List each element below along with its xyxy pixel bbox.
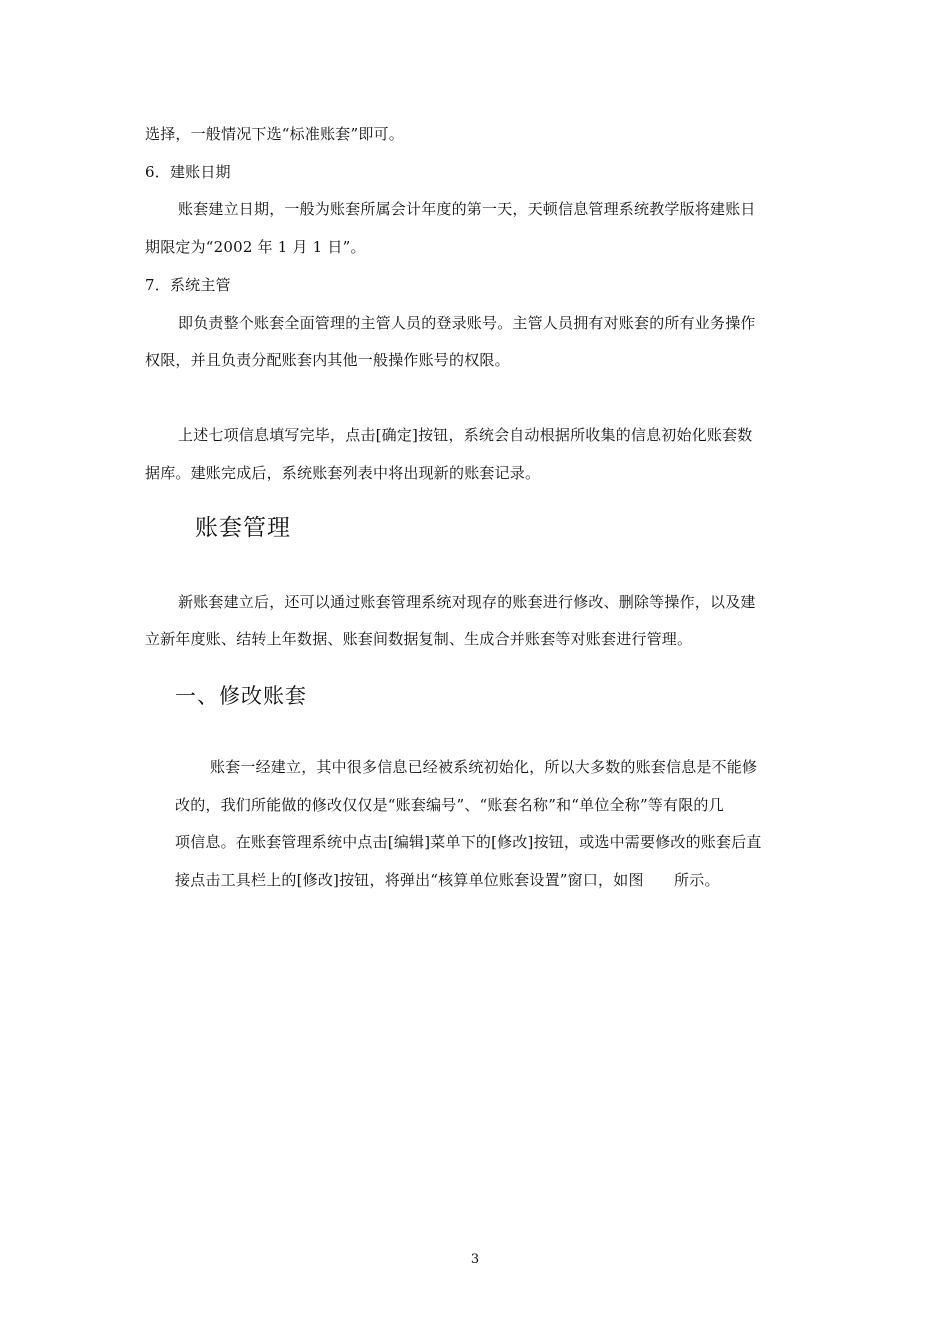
paragraph-line: 项信息。在账套管理系统中点击[编辑]菜单下的[修改]按钮，或选中需要修改的账套后直 — [175, 833, 762, 851]
paragraph-line: 据库。建账完成后，系统账套列表中将出现新的账套记录。 — [145, 464, 541, 482]
paragraph-line: 账套一经建立，其中很多信息已经被系统初始化，所以大多数的账套信息是不能修 — [210, 758, 758, 776]
paragraph-line: 上述七项信息填写完毕，点击[确定]按钮，系统会自动根据所收集的信息初始化账套数 — [178, 426, 753, 444]
paragraph-line: 权限，并且负责分配账套内其他一般操作账号的权限。 — [145, 351, 510, 369]
paragraph-line: 立新年度账、结转上年数据、账套间数据复制、生成合并账套等对账套进行管理。 — [145, 630, 693, 648]
paragraph-line: 即负责整个账套全面管理的主管人员的登录账号。主管人员拥有对账套的所有业务操作 — [178, 314, 756, 332]
item-heading: 6．建账日期 — [145, 163, 231, 181]
paragraph-line: 选择，一般情况下选“标准账套”即可。 — [145, 125, 404, 143]
page-number: 3 — [470, 1252, 480, 1267]
section-title: 账套管理 — [195, 515, 291, 541]
paragraph-line: 接点击工具栏上的[修改]按钮，将弹出“核算单位账套设置”窗口，如图 所示。 — [175, 871, 720, 889]
paragraph-line: 改的，我们所能做的修改仅仅是“账套编号”、“账套名称”和“单位全称”等有限的几 — [175, 796, 724, 814]
paragraph-line: 账套建立日期，一般为账套所属会计年度的第一天，天顿信息管理系统教学版将建账日 — [178, 200, 756, 218]
subsection-title: 一、修改账套 — [175, 684, 307, 708]
paragraph-line: 期限定为“2002 年 1 月 1 日”。 — [145, 238, 366, 256]
item-heading: 7．系统主管 — [145, 276, 231, 294]
paragraph-line: 新账套建立后，还可以通过账套管理系统对现存的账套进行修改、删除等操作，以及建 — [178, 593, 756, 611]
